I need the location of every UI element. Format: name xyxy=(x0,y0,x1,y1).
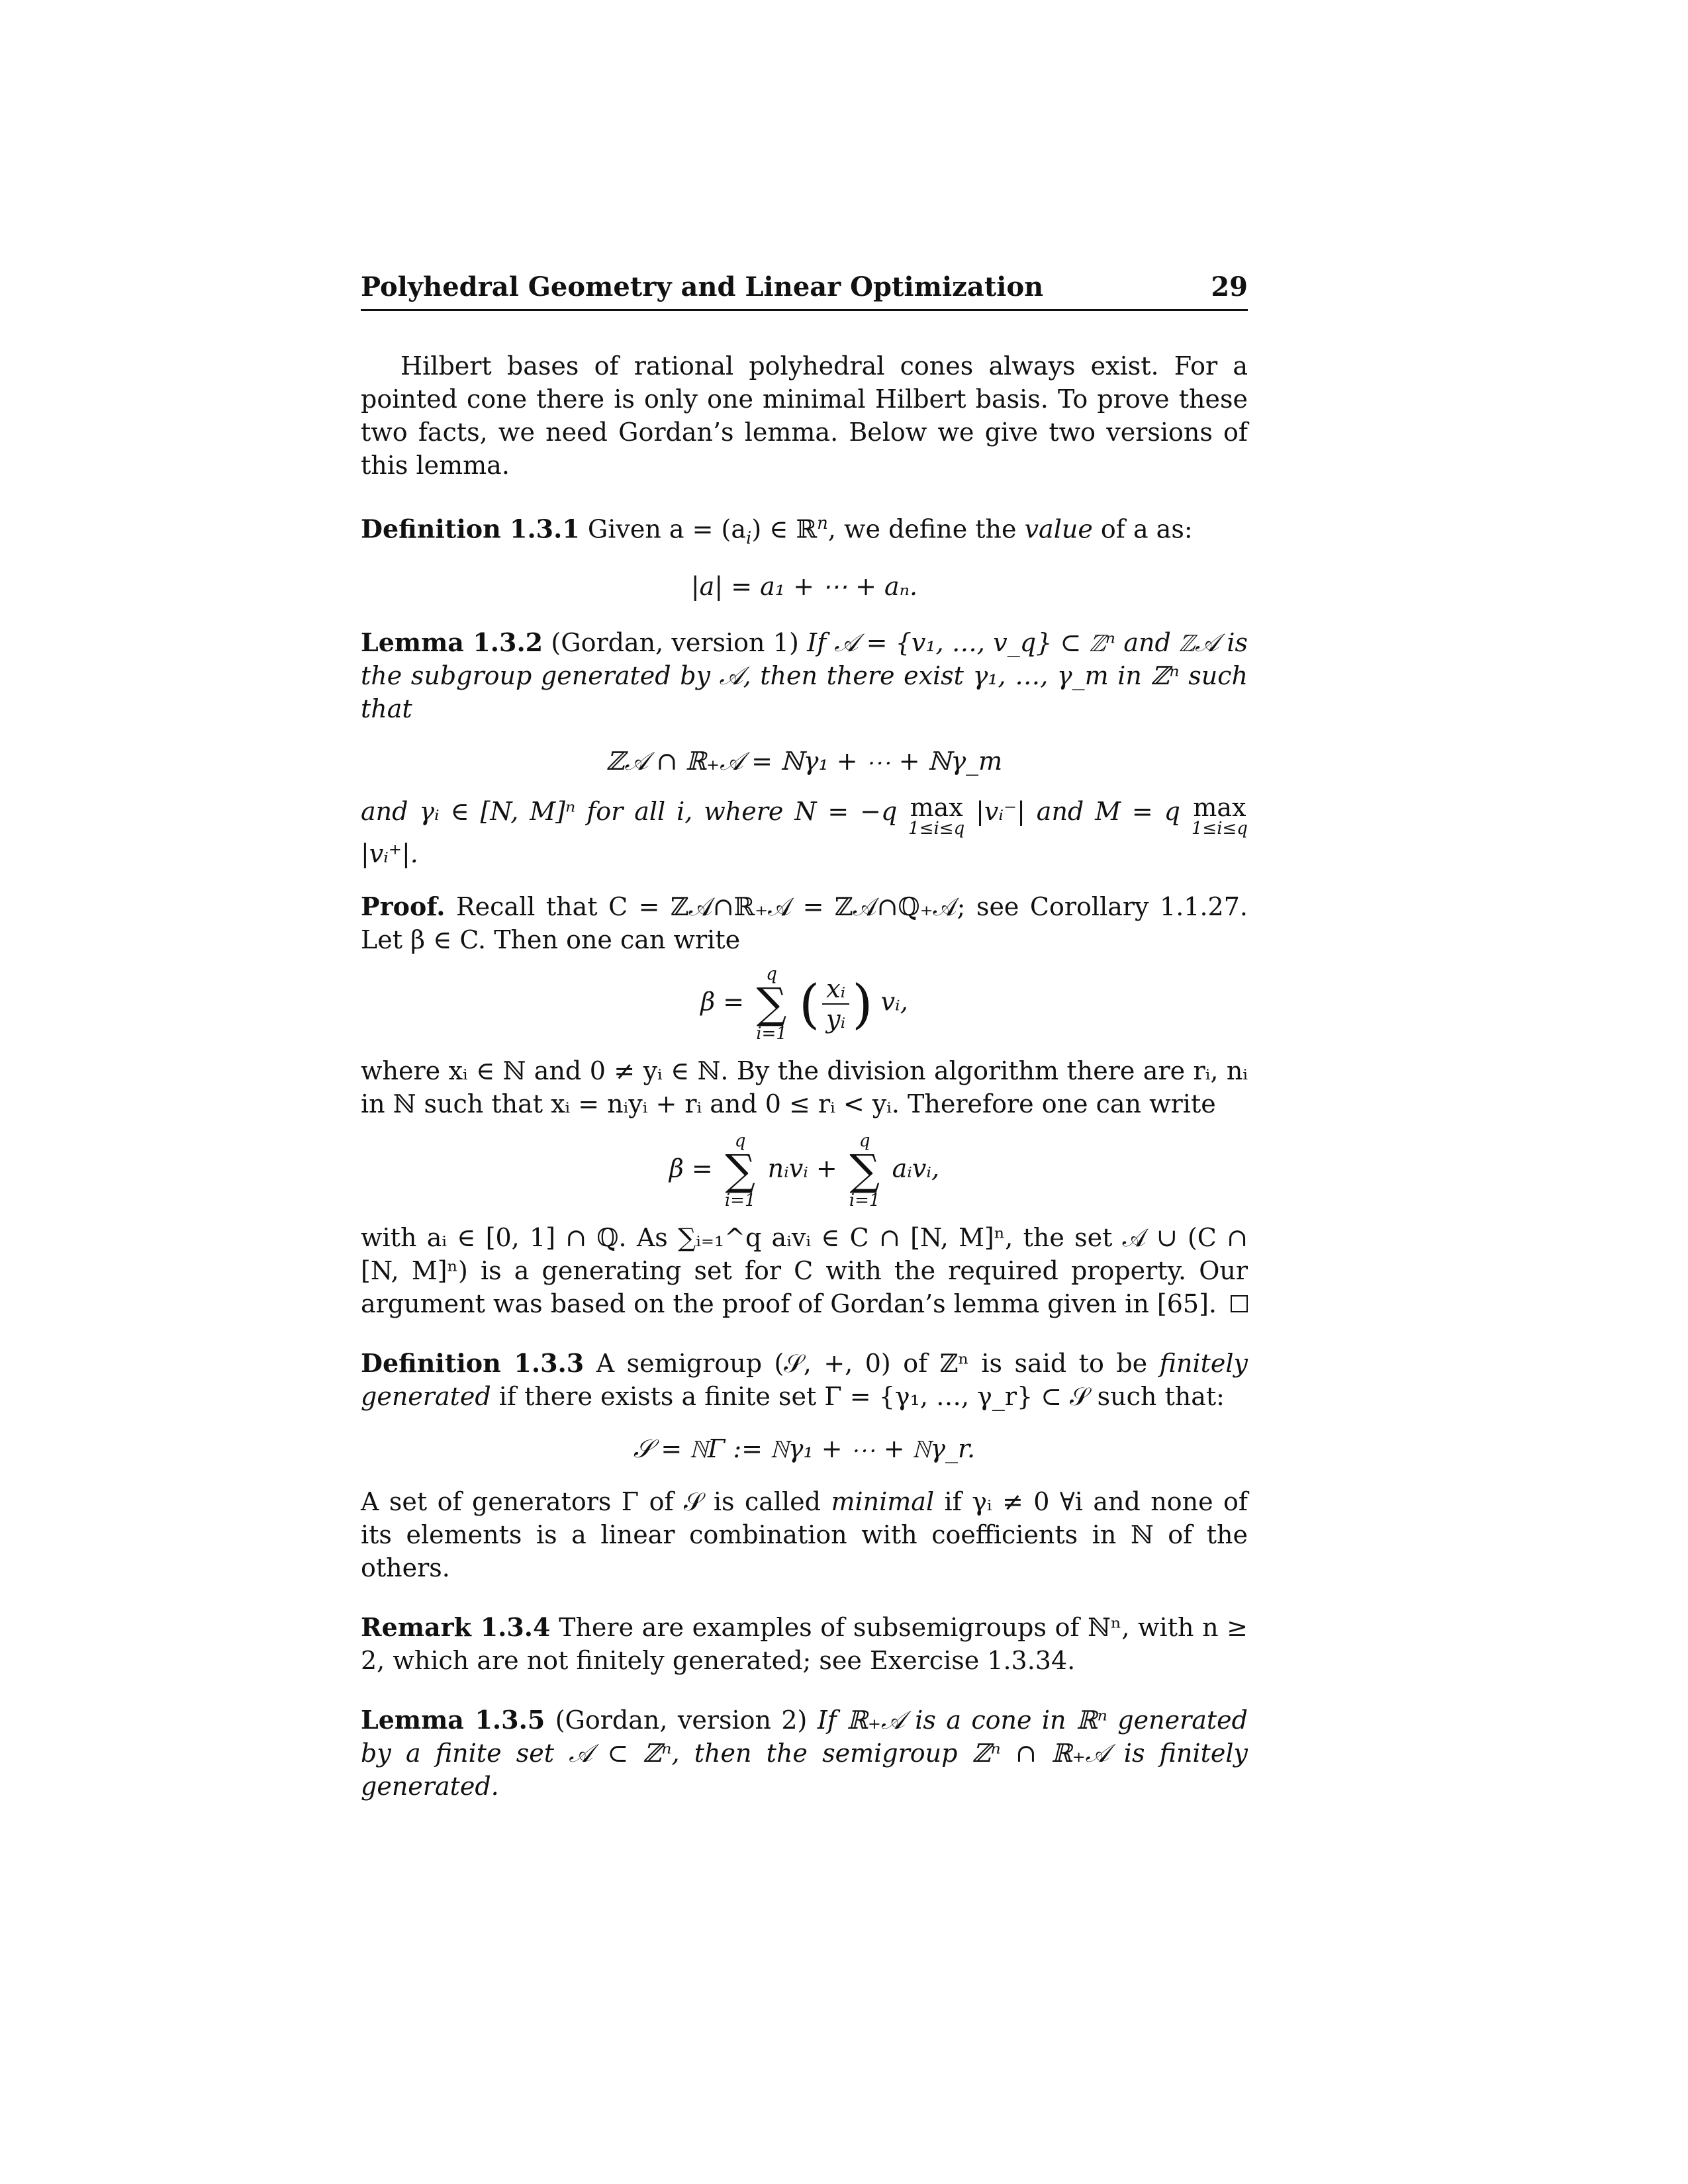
def-text-d: of a as: xyxy=(1092,514,1193,544)
def-text-c: , we define the xyxy=(827,514,1025,544)
lemma-equation: ℤ𝒜 ∩ ℝ₊𝒜 = ℕγ₁ + ⋯ + ℕγ_m xyxy=(606,747,1003,776)
minimal-paragraph: A set of generators Γ of 𝒮 is called minimal if γᵢ ≠ 0 ∀i and none of its elements is a linear combination with coefficients in ℕ of the others. xyxy=(361,1487,1248,1583)
lemma-conclusion xyxy=(361,795,1248,870)
value-term: value xyxy=(1024,514,1093,544)
proof-equation-2: β = q ∑ i=1 nᵢvᵢ + q ∑ i=1 aᵢvᵢ, xyxy=(669,1131,940,1211)
proof-paragraph-1 xyxy=(361,890,1248,956)
semigroup-equation: 𝒮 = ℕΓ := ℕγ₁ + ⋯ + ℕγ_r. xyxy=(633,1434,976,1464)
definition-label: Definition 1.3.1 xyxy=(361,514,580,544)
value-equation: |a| = a₁ + ⋯ + aₙ. xyxy=(690,572,918,602)
page-content xyxy=(361,271,1248,1803)
intro-paragraph: Hilbert bases of rational polyhedral cones always exist. For a pointed cone there is only one minimal Hilbert basis. To prove these two facts, we need Gordan’s lemma. Below we give two versions of this lemma. xyxy=(361,351,1248,480)
proof-paragraph-3 xyxy=(361,1221,1248,1320)
running-header xyxy=(361,271,1248,311)
finitely-generated-term: finitely generated xyxy=(361,1349,1248,1412)
proof-equation-1: β = q ∑ i=1 ( $\frac{\text{xᵢ}}{\text{yᵢ}}$ ) vᵢ, xyxy=(700,964,908,1044)
lemma-label: Lemma 1.3.5 xyxy=(361,1705,545,1735)
lemma-statement: If 𝒜 = {v₁, …, v_q} ⊂ ℤⁿ and ℤ𝒜 is the subgroup generated by 𝒜, then there exist γ₁, …, γ_m in ℤⁿ such that xyxy=(361,628,1248,724)
remark-1-3-4: Remark 1.3.4 There are examples of subsemigroups of ℕⁿ, with n ≥ 2, which are not finitely generated; see Exercise 1.3.34. xyxy=(361,1612,1248,1676)
proof-paragraph-2: where xᵢ ∈ ℕ and 0 ≠ yᵢ ∈ ℕ. By the division algorithm there are rᵢ, nᵢ in ℕ such that xᵢ = nᵢyᵢ + rᵢ and 0 ≤ rᵢ < yᵢ. Therefore one can write xyxy=(361,1056,1248,1119)
minimal-term: minimal xyxy=(831,1487,935,1517)
definition-1-3-1: Definition 1.3.1 Given $a = (a_i)$ ∈ ℝ$^n$, we define the value of a as: xyxy=(361,514,1193,549)
lemma-after-b: |vᵢ⁻| and M = q xyxy=(976,797,1180,827)
sum-symbol: q ∑ i=1 xyxy=(756,964,787,1044)
fraction: $\frac{\text{xᵢ}}{\text{yᵢ}}$ xyxy=(822,974,849,1034)
qed-icon xyxy=(1231,1295,1248,1312)
page-number: 29 xyxy=(1211,271,1248,302)
max-operator: max 1≤i≤q xyxy=(908,793,965,839)
sum-symbol: q ∑ i=1 xyxy=(849,1131,880,1211)
proof-text-3: with aᵢ ∈ [0, 1] ∩ ℚ. As ∑ᵢ₌₁^q aᵢvᵢ ∈ C ∩ [N, M]ⁿ, the set 𝒜 ∪ (C ∩ [N, M]ⁿ) is a generating set for C with the required property. Our argument was based on the proof of Gordan’s lemma given in [65]. xyxy=(361,1223,1248,1319)
lemma-1-3-5: Lemma 1.3.5 (Gordan, version 2) If ℝ₊𝒜 is a cone in ℝⁿ generated by a finite set 𝒜 ⊂ ℤⁿ, then the semigroup ℤⁿ ∩ ℝ₊𝒜 is finitely generated. xyxy=(361,1705,1248,1801)
def-text-a: Given a = (a xyxy=(587,514,747,544)
lemma-after-a: and γᵢ ∈ [N, M]ⁿ for all i, where N = −q xyxy=(361,797,898,827)
lemma-after-c: |vᵢ⁺|. xyxy=(361,839,418,869)
lemma-statement: If ℝ₊𝒜 is a cone in ℝⁿ generated by a finite set 𝒜 ⊂ ℤⁿ, then the semigroup ℤⁿ ∩ ℝ₊𝒜 is finitely generated. xyxy=(361,1706,1248,1801)
sum-symbol: q ∑ i=1 xyxy=(724,1131,756,1211)
definition-1-3-3: Definition 1.3.3 A semigroup (𝒮, +, 0) of ℤⁿ is said to be finitely generated if there exists a finite set Γ = {γ₁, …, γ_r} ⊂ 𝒮 such that: xyxy=(361,1348,1248,1412)
remark-label: Remark 1.3.4 xyxy=(361,1612,551,1643)
lemma-1-3-2 xyxy=(361,626,1248,725)
header-title: Polyhedral Geometry and Linear Optimization xyxy=(361,271,1044,302)
def-text-b: ) ∈ ℝ xyxy=(751,514,818,544)
proof-text-1: Recall that C = ℤ𝒜∩ℝ₊𝒜 = ℤ𝒜∩ℚ₊𝒜; see Corollary 1.1.27. Let β ∈ C. Then one can write xyxy=(361,892,1248,955)
lemma-label: Lemma 1.3.2 xyxy=(361,627,543,658)
definition-label: Definition 1.3.3 xyxy=(361,1348,585,1379)
max-operator-2: max 1≤i≤q xyxy=(1191,793,1248,839)
lemma-attribution: (Gordan, version 1) xyxy=(551,628,799,658)
proof-label: Proof. xyxy=(361,891,445,922)
